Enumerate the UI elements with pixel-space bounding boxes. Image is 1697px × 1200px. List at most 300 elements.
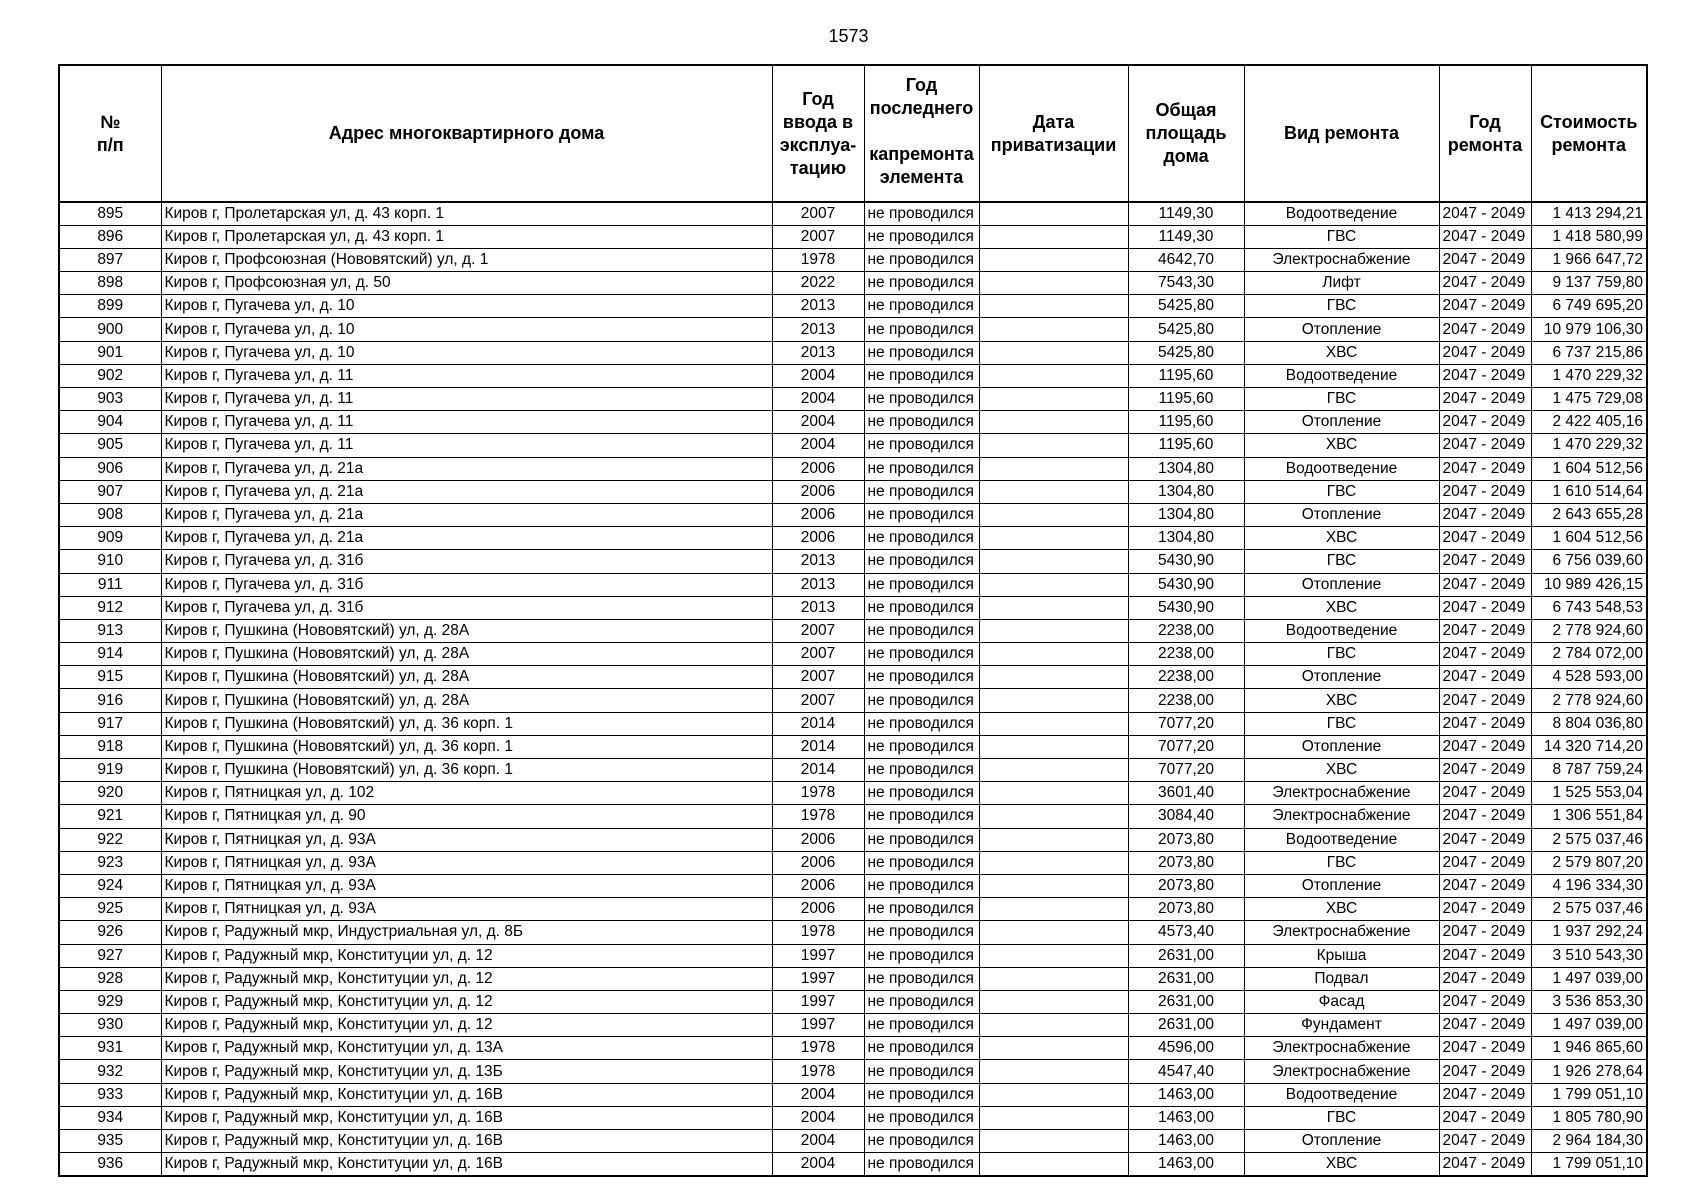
cell-year-built: 2007 bbox=[772, 666, 864, 689]
cell-num: 910 bbox=[59, 550, 161, 573]
cell-area: 1463,00 bbox=[1128, 1106, 1244, 1129]
cell-num: 934 bbox=[59, 1106, 161, 1129]
table-row bbox=[59, 225, 1647, 248]
cell-repair-type: Электроснабжение bbox=[1244, 782, 1439, 805]
cell-privatization bbox=[979, 202, 1128, 225]
cell-year-built: 2007 bbox=[772, 225, 864, 248]
table-row bbox=[59, 666, 1647, 689]
cell-year-built: 2007 bbox=[772, 202, 864, 225]
table-row bbox=[59, 619, 1647, 642]
cell-num: 907 bbox=[59, 480, 161, 503]
cell-cost: 1 805 780,90 bbox=[1531, 1106, 1647, 1129]
cell-address: Киров г, Пугачева ул, д. 21а bbox=[161, 527, 772, 550]
table-row bbox=[59, 1060, 1647, 1083]
cell-privatization bbox=[979, 573, 1128, 596]
cell-address: Киров г, Профсоюзная (Нововятский) ул, д. 1 bbox=[161, 248, 772, 271]
cell-year-built: 2006 bbox=[772, 874, 864, 897]
cell-last-overhaul: не проводился bbox=[864, 596, 979, 619]
cell-cost: 1 475 729,08 bbox=[1531, 388, 1647, 411]
cell-year-built: 2013 bbox=[772, 341, 864, 364]
table-row bbox=[59, 828, 1647, 851]
cell-num: 936 bbox=[59, 1153, 161, 1176]
cell-year-built: 2007 bbox=[772, 643, 864, 666]
cell-address: Киров г, Пушкина (Нововятский) ул, д. 36 корп. 1 bbox=[161, 712, 772, 735]
cell-year-built: 2014 bbox=[772, 759, 864, 782]
cell-repair-type: Электроснабжение bbox=[1244, 921, 1439, 944]
cell-privatization bbox=[979, 1014, 1128, 1037]
cell-num: 916 bbox=[59, 689, 161, 712]
cell-cost: 1 497 039,00 bbox=[1531, 967, 1647, 990]
cell-num: 929 bbox=[59, 990, 161, 1013]
cell-year-built: 1997 bbox=[772, 967, 864, 990]
cell-privatization bbox=[979, 921, 1128, 944]
cell-num: 906 bbox=[59, 457, 161, 480]
cell-privatization bbox=[979, 550, 1128, 573]
cell-cost: 8 804 036,80 bbox=[1531, 712, 1647, 735]
cell-privatization bbox=[979, 272, 1128, 295]
cell-area: 4547,40 bbox=[1128, 1060, 1244, 1083]
table-row bbox=[59, 248, 1647, 271]
cell-privatization bbox=[979, 851, 1128, 874]
cell-repair-type: ХВС bbox=[1244, 689, 1439, 712]
cell-area: 5425,80 bbox=[1128, 318, 1244, 341]
cell-address: Киров г, Радужный мкр, Индустриальная ул, д. 8Б bbox=[161, 921, 772, 944]
cell-area: 7077,20 bbox=[1128, 759, 1244, 782]
table-row bbox=[59, 805, 1647, 828]
cell-address: Киров г, Пролетарская ул, д. 43 корп. 1 bbox=[161, 225, 772, 248]
cell-repair-type: ХВС bbox=[1244, 596, 1439, 619]
cell-cost: 1 418 580,99 bbox=[1531, 225, 1647, 248]
table-row bbox=[59, 503, 1647, 526]
cell-privatization bbox=[979, 1060, 1128, 1083]
cell-repair-type: ГВС bbox=[1244, 712, 1439, 735]
cell-privatization bbox=[979, 364, 1128, 387]
cell-privatization bbox=[979, 248, 1128, 271]
cell-address: Киров г, Пугачева ул, д. 31б bbox=[161, 550, 772, 573]
cell-cost: 4 528 593,00 bbox=[1531, 666, 1647, 689]
table-row bbox=[59, 364, 1647, 387]
cell-last-overhaul: не проводился bbox=[864, 990, 979, 1013]
cell-num: 927 bbox=[59, 944, 161, 967]
cell-year-built: 2006 bbox=[772, 503, 864, 526]
cell-repair-year: 2047 - 2049 bbox=[1439, 805, 1531, 828]
cell-area: 5430,90 bbox=[1128, 596, 1244, 619]
cell-last-overhaul: не проводился bbox=[864, 666, 979, 689]
cell-cost: 8 787 759,24 bbox=[1531, 759, 1647, 782]
cell-address: Киров г, Пушкина (Нововятский) ул, д. 28А bbox=[161, 643, 772, 666]
cell-cost: 1 937 292,24 bbox=[1531, 921, 1647, 944]
cell-privatization bbox=[979, 295, 1128, 318]
cell-cost: 6 743 548,53 bbox=[1531, 596, 1647, 619]
cell-area: 4642,70 bbox=[1128, 248, 1244, 271]
cell-repair-type: ХВС bbox=[1244, 759, 1439, 782]
cell-last-overhaul: не проводился bbox=[864, 341, 979, 364]
table-body bbox=[59, 202, 1647, 1176]
cell-address: Киров г, Пушкина (Нововятский) ул, д. 28А bbox=[161, 689, 772, 712]
cell-num: 924 bbox=[59, 874, 161, 897]
cell-repair-year: 2047 - 2049 bbox=[1439, 550, 1531, 573]
cell-num: 931 bbox=[59, 1037, 161, 1060]
cell-cost: 1 525 553,04 bbox=[1531, 782, 1647, 805]
cell-num: 919 bbox=[59, 759, 161, 782]
cell-num: 921 bbox=[59, 805, 161, 828]
table-row bbox=[59, 851, 1647, 874]
cell-privatization bbox=[979, 596, 1128, 619]
cell-area: 2073,80 bbox=[1128, 828, 1244, 851]
cell-privatization bbox=[979, 643, 1128, 666]
cell-num: 903 bbox=[59, 388, 161, 411]
cell-num: 920 bbox=[59, 782, 161, 805]
cell-repair-type: Электроснабжение bbox=[1244, 248, 1439, 271]
header-repair-year: Год ремонта bbox=[1439, 65, 1531, 202]
cell-repair-year: 2047 - 2049 bbox=[1439, 248, 1531, 271]
cell-num: 895 bbox=[59, 202, 161, 225]
cell-privatization bbox=[979, 503, 1128, 526]
cell-repair-type: Отопление bbox=[1244, 666, 1439, 689]
cell-repair-year: 2047 - 2049 bbox=[1439, 364, 1531, 387]
cell-year-built: 2022 bbox=[772, 272, 864, 295]
cell-repair-year: 2047 - 2049 bbox=[1439, 411, 1531, 434]
cell-repair-year: 2047 - 2049 bbox=[1439, 967, 1531, 990]
cell-year-built: 2013 bbox=[772, 596, 864, 619]
cell-year-built: 1978 bbox=[772, 921, 864, 944]
cell-cost: 1 799 051,10 bbox=[1531, 1153, 1647, 1176]
cell-repair-type: Водоотведение bbox=[1244, 202, 1439, 225]
cell-repair-type: Электроснабжение bbox=[1244, 805, 1439, 828]
cell-cost: 2 784 072,00 bbox=[1531, 643, 1647, 666]
cell-num: 932 bbox=[59, 1060, 161, 1083]
table-header-row bbox=[59, 65, 1647, 202]
cell-last-overhaul: не проводился bbox=[864, 573, 979, 596]
cell-address: Киров г, Пятницкая ул, д. 102 bbox=[161, 782, 772, 805]
cell-repair-year: 2047 - 2049 bbox=[1439, 202, 1531, 225]
cell-cost: 10 979 106,30 bbox=[1531, 318, 1647, 341]
cell-repair-type: Фасад bbox=[1244, 990, 1439, 1013]
cell-cost: 3 510 543,30 bbox=[1531, 944, 1647, 967]
cell-last-overhaul: не проводился bbox=[864, 1014, 979, 1037]
cell-cost: 9 137 759,80 bbox=[1531, 272, 1647, 295]
cell-cost: 1 946 865,60 bbox=[1531, 1037, 1647, 1060]
cell-area: 1195,60 bbox=[1128, 411, 1244, 434]
table-row bbox=[59, 272, 1647, 295]
cell-area: 1195,60 bbox=[1128, 388, 1244, 411]
cell-year-built: 2006 bbox=[772, 828, 864, 851]
cell-address: Киров г, Пятницкая ул, д. 93А bbox=[161, 828, 772, 851]
cell-year-built: 2004 bbox=[772, 411, 864, 434]
cell-area: 2238,00 bbox=[1128, 666, 1244, 689]
cell-area: 1304,80 bbox=[1128, 457, 1244, 480]
cell-num: 909 bbox=[59, 527, 161, 550]
table-row bbox=[59, 411, 1647, 434]
table-row bbox=[59, 1037, 1647, 1060]
table-row bbox=[59, 990, 1647, 1013]
table-row bbox=[59, 967, 1647, 990]
cell-last-overhaul: не проводился bbox=[864, 318, 979, 341]
cell-year-built: 1978 bbox=[772, 782, 864, 805]
cell-cost: 1 497 039,00 bbox=[1531, 1014, 1647, 1037]
header-num: № п/п bbox=[59, 65, 161, 202]
cell-area: 2631,00 bbox=[1128, 967, 1244, 990]
cell-year-built: 2004 bbox=[772, 364, 864, 387]
cell-year-built: 2007 bbox=[772, 619, 864, 642]
table-row bbox=[59, 202, 1647, 225]
cell-repair-year: 2047 - 2049 bbox=[1439, 272, 1531, 295]
cell-repair-type: Отопление bbox=[1244, 735, 1439, 758]
cell-cost: 1 306 551,84 bbox=[1531, 805, 1647, 828]
cell-repair-year: 2047 - 2049 bbox=[1439, 944, 1531, 967]
table-row bbox=[59, 712, 1647, 735]
cell-last-overhaul: не проводился bbox=[864, 944, 979, 967]
cell-address: Киров г, Пугачева ул, д. 11 bbox=[161, 388, 772, 411]
cell-address: Киров г, Пугачева ул, д. 21а bbox=[161, 503, 772, 526]
cell-repair-year: 2047 - 2049 bbox=[1439, 643, 1531, 666]
cell-last-overhaul: не проводился bbox=[864, 295, 979, 318]
cell-repair-type: ГВС bbox=[1244, 550, 1439, 573]
cell-repair-type: ГВС bbox=[1244, 480, 1439, 503]
cell-num: 912 bbox=[59, 596, 161, 619]
cell-year-built: 2004 bbox=[772, 1130, 864, 1153]
cell-last-overhaul: не проводился bbox=[864, 1106, 979, 1129]
table-row bbox=[59, 782, 1647, 805]
table-row bbox=[59, 480, 1647, 503]
cell-address: Киров г, Радужный мкр, Конституции ул, д. 13Б bbox=[161, 1060, 772, 1083]
cell-num: 918 bbox=[59, 735, 161, 758]
cell-year-built: 2004 bbox=[772, 1153, 864, 1176]
cell-last-overhaul: не проводился bbox=[864, 782, 979, 805]
cell-last-overhaul: не проводился bbox=[864, 480, 979, 503]
table-row bbox=[59, 874, 1647, 897]
cell-cost: 2 575 037,46 bbox=[1531, 828, 1647, 851]
cell-cost: 1 470 229,32 bbox=[1531, 364, 1647, 387]
cell-area: 1195,60 bbox=[1128, 434, 1244, 457]
cell-num: 914 bbox=[59, 643, 161, 666]
cell-area: 7077,20 bbox=[1128, 735, 1244, 758]
cell-address: Киров г, Радужный мкр, Конституции ул, д. 12 bbox=[161, 944, 772, 967]
cell-address: Киров г, Пугачева ул, д. 31б bbox=[161, 573, 772, 596]
cell-repair-year: 2047 - 2049 bbox=[1439, 851, 1531, 874]
cell-privatization bbox=[979, 1153, 1128, 1176]
cell-last-overhaul: не проводился bbox=[864, 805, 979, 828]
cell-privatization bbox=[979, 527, 1128, 550]
header-area: Общая площадь дома bbox=[1128, 65, 1244, 202]
cell-last-overhaul: не проводился bbox=[864, 921, 979, 944]
cell-area: 2073,80 bbox=[1128, 898, 1244, 921]
cell-repair-type: Подвал bbox=[1244, 967, 1439, 990]
cell-area: 2631,00 bbox=[1128, 944, 1244, 967]
cell-last-overhaul: не проводился bbox=[864, 898, 979, 921]
cell-privatization bbox=[979, 828, 1128, 851]
cell-year-built: 1978 bbox=[772, 1060, 864, 1083]
cell-area: 1463,00 bbox=[1128, 1130, 1244, 1153]
cell-repair-year: 2047 - 2049 bbox=[1439, 1153, 1531, 1176]
cell-repair-type: ГВС bbox=[1244, 388, 1439, 411]
cell-address: Киров г, Пушкина (Нововятский) ул, д. 36 корп. 1 bbox=[161, 759, 772, 782]
cell-address: Киров г, Пугачева ул, д. 31б bbox=[161, 596, 772, 619]
cell-privatization bbox=[979, 898, 1128, 921]
cell-year-built: 2004 bbox=[772, 388, 864, 411]
cell-last-overhaul: не проводился bbox=[864, 1083, 979, 1106]
cell-num: 922 bbox=[59, 828, 161, 851]
cell-cost: 1 610 514,64 bbox=[1531, 480, 1647, 503]
cell-year-built: 2006 bbox=[772, 457, 864, 480]
table-row bbox=[59, 898, 1647, 921]
table-row bbox=[59, 388, 1647, 411]
cell-privatization bbox=[979, 666, 1128, 689]
cell-last-overhaul: не проводился bbox=[864, 1130, 979, 1153]
cell-repair-type: Фундамент bbox=[1244, 1014, 1439, 1037]
table-row bbox=[59, 1014, 1647, 1037]
cell-address: Киров г, Радужный мкр, Конституции ул, д. 12 bbox=[161, 1014, 772, 1037]
cell-repair-year: 2047 - 2049 bbox=[1439, 735, 1531, 758]
cell-repair-type: Крыша bbox=[1244, 944, 1439, 967]
cell-address: Киров г, Пугачева ул, д. 11 bbox=[161, 411, 772, 434]
cell-repair-year: 2047 - 2049 bbox=[1439, 898, 1531, 921]
cell-year-built: 2006 bbox=[772, 480, 864, 503]
cell-repair-year: 2047 - 2049 bbox=[1439, 874, 1531, 897]
cell-privatization bbox=[979, 967, 1128, 990]
cell-repair-year: 2047 - 2049 bbox=[1439, 712, 1531, 735]
cell-last-overhaul: не проводился bbox=[864, 1037, 979, 1060]
header-address: Адрес многоквартирного дома bbox=[161, 65, 772, 202]
cell-repair-year: 2047 - 2049 bbox=[1439, 1014, 1531, 1037]
cell-privatization bbox=[979, 1037, 1128, 1060]
cell-area: 2631,00 bbox=[1128, 1014, 1244, 1037]
cell-repair-year: 2047 - 2049 bbox=[1439, 689, 1531, 712]
cell-num: 923 bbox=[59, 851, 161, 874]
cell-area: 2238,00 bbox=[1128, 643, 1244, 666]
cell-privatization bbox=[979, 805, 1128, 828]
cell-repair-type: Водоотведение bbox=[1244, 1083, 1439, 1106]
cell-repair-type: Электроснабжение bbox=[1244, 1060, 1439, 1083]
cell-last-overhaul: не проводился bbox=[864, 411, 979, 434]
cell-repair-type: ГВС bbox=[1244, 643, 1439, 666]
cell-cost: 3 536 853,30 bbox=[1531, 990, 1647, 1013]
cell-area: 5430,90 bbox=[1128, 550, 1244, 573]
cell-privatization bbox=[979, 225, 1128, 248]
cell-privatization bbox=[979, 1083, 1128, 1106]
cell-area: 5430,90 bbox=[1128, 573, 1244, 596]
header-last-overhaul: Год последнего капремонта элемента bbox=[864, 65, 979, 202]
cell-cost: 1 470 229,32 bbox=[1531, 434, 1647, 457]
cell-num: 928 bbox=[59, 967, 161, 990]
cell-last-overhaul: не проводился bbox=[864, 388, 979, 411]
table-row bbox=[59, 1083, 1647, 1106]
cell-year-built: 1978 bbox=[772, 248, 864, 271]
cell-repair-year: 2047 - 2049 bbox=[1439, 759, 1531, 782]
cell-area: 2631,00 bbox=[1128, 990, 1244, 1013]
cell-cost: 2 778 924,60 bbox=[1531, 619, 1647, 642]
cell-cost: 6 749 695,20 bbox=[1531, 295, 1647, 318]
cell-address: Киров г, Радужный мкр, Конституции ул, д. 16В bbox=[161, 1130, 772, 1153]
cell-repair-year: 2047 - 2049 bbox=[1439, 921, 1531, 944]
cell-repair-type: Водоотведение bbox=[1244, 364, 1439, 387]
cell-year-built: 2013 bbox=[772, 550, 864, 573]
cell-repair-type: ГВС bbox=[1244, 295, 1439, 318]
cell-num: 915 bbox=[59, 666, 161, 689]
header-repair-type: Вид ремонта bbox=[1244, 65, 1439, 202]
cell-last-overhaul: не проводился bbox=[864, 689, 979, 712]
cell-last-overhaul: не проводился bbox=[864, 457, 979, 480]
cell-cost: 2 575 037,46 bbox=[1531, 898, 1647, 921]
cell-year-built: 2014 bbox=[772, 735, 864, 758]
cell-repair-year: 2047 - 2049 bbox=[1439, 457, 1531, 480]
cell-last-overhaul: не проводился bbox=[864, 712, 979, 735]
cell-privatization bbox=[979, 735, 1128, 758]
cell-year-built: 2006 bbox=[772, 527, 864, 550]
cell-cost: 6 756 039,60 bbox=[1531, 550, 1647, 573]
cell-address: Киров г, Радужный мкр, Конституции ул, д. 12 bbox=[161, 990, 772, 1013]
cell-num: 898 bbox=[59, 272, 161, 295]
cell-year-built: 2004 bbox=[772, 434, 864, 457]
cell-repair-year: 2047 - 2049 bbox=[1439, 1037, 1531, 1060]
table-row bbox=[59, 1130, 1647, 1153]
cell-address: Киров г, Радужный мкр, Конституции ул, д. 16В bbox=[161, 1083, 772, 1106]
cell-num: 925 bbox=[59, 898, 161, 921]
cell-repair-type: Электроснабжение bbox=[1244, 1037, 1439, 1060]
cell-last-overhaul: не проводился bbox=[864, 434, 979, 457]
cell-repair-year: 2047 - 2049 bbox=[1439, 1060, 1531, 1083]
cell-year-built: 1997 bbox=[772, 1014, 864, 1037]
cell-address: Киров г, Пугачева ул, д. 10 bbox=[161, 295, 772, 318]
cell-repair-year: 2047 - 2049 bbox=[1439, 503, 1531, 526]
cell-repair-year: 2047 - 2049 bbox=[1439, 295, 1531, 318]
cell-num: 897 bbox=[59, 248, 161, 271]
cell-area: 1304,80 bbox=[1128, 480, 1244, 503]
table-row bbox=[59, 318, 1647, 341]
cell-area: 1195,60 bbox=[1128, 364, 1244, 387]
cell-repair-year: 2047 - 2049 bbox=[1439, 318, 1531, 341]
table-row bbox=[59, 1153, 1647, 1176]
cell-last-overhaul: не проводился bbox=[864, 851, 979, 874]
cell-repair-type: Отопление bbox=[1244, 874, 1439, 897]
cell-cost: 2 422 405,16 bbox=[1531, 411, 1647, 434]
cell-repair-type: ХВС bbox=[1244, 434, 1439, 457]
cell-area: 1149,30 bbox=[1128, 225, 1244, 248]
cell-num: 900 bbox=[59, 318, 161, 341]
cell-repair-year: 2047 - 2049 bbox=[1439, 527, 1531, 550]
cell-last-overhaul: не проводился bbox=[864, 967, 979, 990]
cell-area: 7077,20 bbox=[1128, 712, 1244, 735]
table-row bbox=[59, 944, 1647, 967]
cell-repair-year: 2047 - 2049 bbox=[1439, 225, 1531, 248]
cell-last-overhaul: не проводился bbox=[864, 550, 979, 573]
cell-address: Киров г, Пушкина (Нововятский) ул, д. 36 корп. 1 bbox=[161, 735, 772, 758]
cell-num: 930 bbox=[59, 1014, 161, 1037]
cell-cost: 1 926 278,64 bbox=[1531, 1060, 1647, 1083]
cell-repair-year: 2047 - 2049 bbox=[1439, 434, 1531, 457]
cell-repair-type: ХВС bbox=[1244, 527, 1439, 550]
cell-last-overhaul: не проводился bbox=[864, 735, 979, 758]
cell-cost: 1 604 512,56 bbox=[1531, 457, 1647, 480]
cell-num: 935 bbox=[59, 1130, 161, 1153]
cell-address: Киров г, Пугачева ул, д. 21а bbox=[161, 457, 772, 480]
cell-num: 933 bbox=[59, 1083, 161, 1106]
header-privatization: Дата приватизации bbox=[979, 65, 1128, 202]
cell-last-overhaul: не проводился bbox=[864, 364, 979, 387]
cell-year-built: 2014 bbox=[772, 712, 864, 735]
cell-repair-year: 2047 - 2049 bbox=[1439, 619, 1531, 642]
table-row bbox=[59, 643, 1647, 666]
cell-cost: 2 778 924,60 bbox=[1531, 689, 1647, 712]
cell-num: 901 bbox=[59, 341, 161, 364]
cell-year-built: 1978 bbox=[772, 1037, 864, 1060]
cell-cost: 1 413 294,21 bbox=[1531, 202, 1647, 225]
cell-address: Киров г, Пушкина (Нововятский) ул, д. 28А bbox=[161, 666, 772, 689]
cell-repair-year: 2047 - 2049 bbox=[1439, 1083, 1531, 1106]
cell-last-overhaul: не проводился bbox=[864, 1060, 979, 1083]
cell-address: Киров г, Пугачева ул, д. 10 bbox=[161, 318, 772, 341]
cell-privatization bbox=[979, 480, 1128, 503]
